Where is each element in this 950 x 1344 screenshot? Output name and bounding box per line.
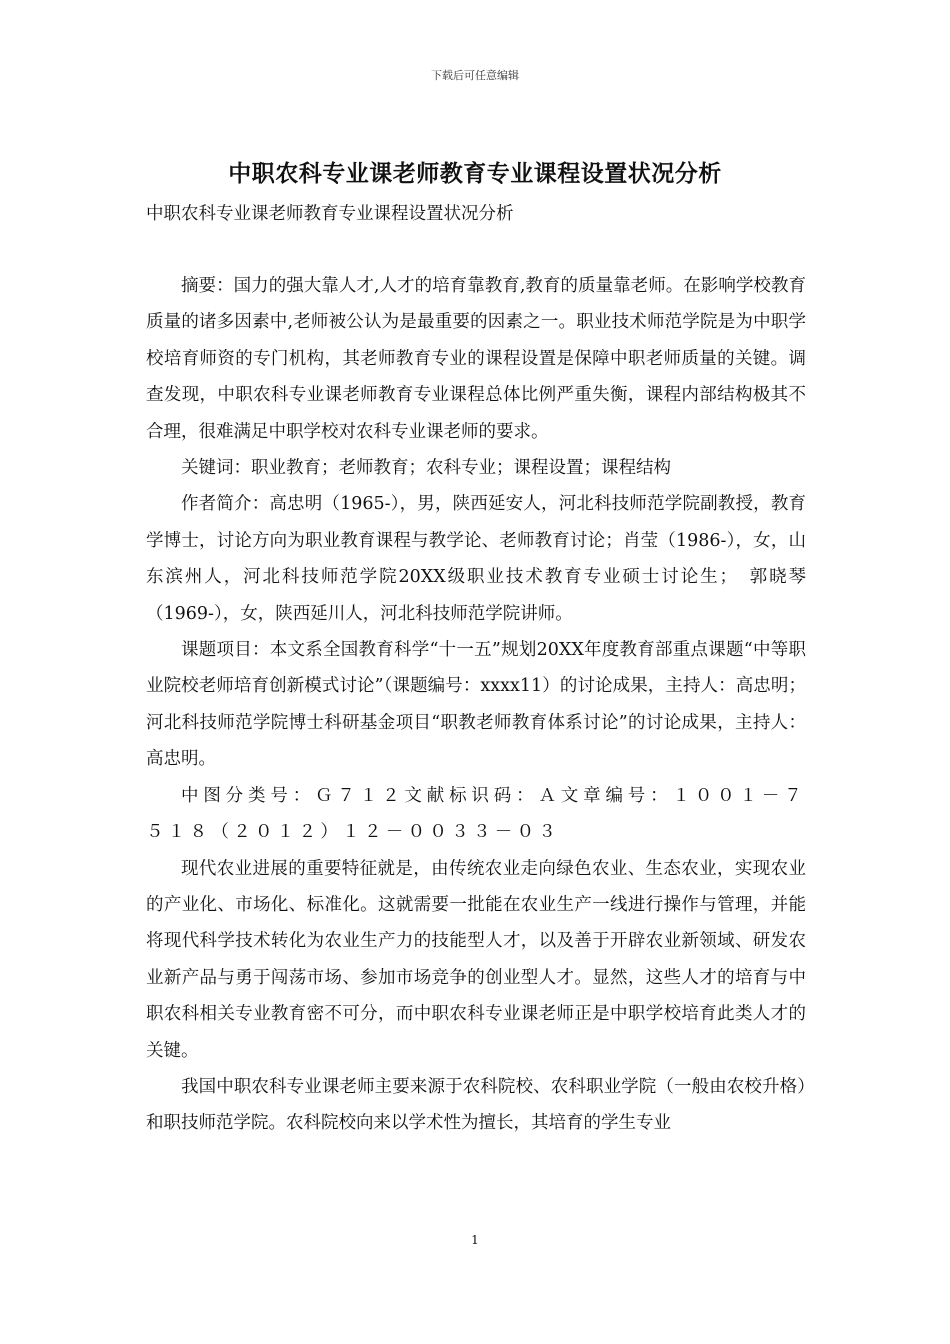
- classification-paragraph: 中图分类号：Ｇ７１２文献标识码：Ａ文章编号：１００１－７５１８（２０１２）１２－００３３－０３: [146, 785, 806, 843]
- document-title: 中职农科专业课老师教育专业课程设置状况分析: [228, 161, 722, 187]
- document-subtitle: 中职农科专业课老师教育专业课程设置状况分析: [146, 204, 514, 224]
- document-body: [146, 268, 806, 1142]
- body-paragraph: 现代农业进展的重要特征就是，由传统农业走向绿色农业、生态农业，实现农业的产业化、市场化、标准化。这就需要一批能在农业生产一线进行操作与管理，并能将现代科学技术转化为农业生产力的技能型人才，以及善于开辟农业新领域、研发农业新产品与勇于闯荡市场、参加市场竞争的创业型人才。显然，这些人才的培育与中职农科相关专业教育密不可分，而中职农科专业课老师正是中职学校培育此类人才的关键。: [146, 858, 806, 1061]
- author-bio-paragraph: 作者简介：高忠明（1965-），男，陕西延安人，河北科技师范学院副教授，教育学博士，讨论方向为职业教育课程与教学论、老师教育讨论；肖莹（1986-），女，山东滨州人，河北科技师范学院20XX级职业技术教育专业硕士讨论生； 郭晓琴（1969-），女，陕西延川人，河北科技师范学院讲师。: [146, 494, 806, 624]
- page-number: 1: [471, 1233, 479, 1247]
- body-paragraph: 我国中职农科专业课老师主要来源于农科院校、农科职业学院（一般由农校升格）和职技师范学院。农科院校向来以学术性为擅长，其培育的学生专业: [146, 1076, 806, 1134]
- header-note: 下载后可任意编辑: [431, 69, 519, 82]
- keywords-paragraph: 关键词：职业教育；老师教育；农科专业；课程设置；课程结构: [181, 458, 671, 479]
- abstract-paragraph: 摘要：国力的强大靠人才,人才的培育靠教育,教育的质量靠老师。在影响学校教育质量的诸多因素中,老师被公认为是最重要的因素之一。职业技术师范学院是为中职学校培育师资的专门机构，其老师教育专业的课程设置是保障中职老师质量的关键。调查发现，中职农科专业课老师教育专业课程总体比例严重失衡，课程内部结构极其不合理，很难满足中职学校对农科专业课老师的要求。: [146, 276, 806, 442]
- project-paragraph: 课题项目：本文系全国教育科学“十一五”规划20XX年度教育部重点课题“中等职业院校老师培育创新模式讨论”（课题编号：xxxx11）的讨论成果，主持人：高忠明；河北科技师范学院博士科研基金项目“职教老师教育体系讨论”的讨论成果，主持人：高忠明。: [146, 640, 806, 770]
